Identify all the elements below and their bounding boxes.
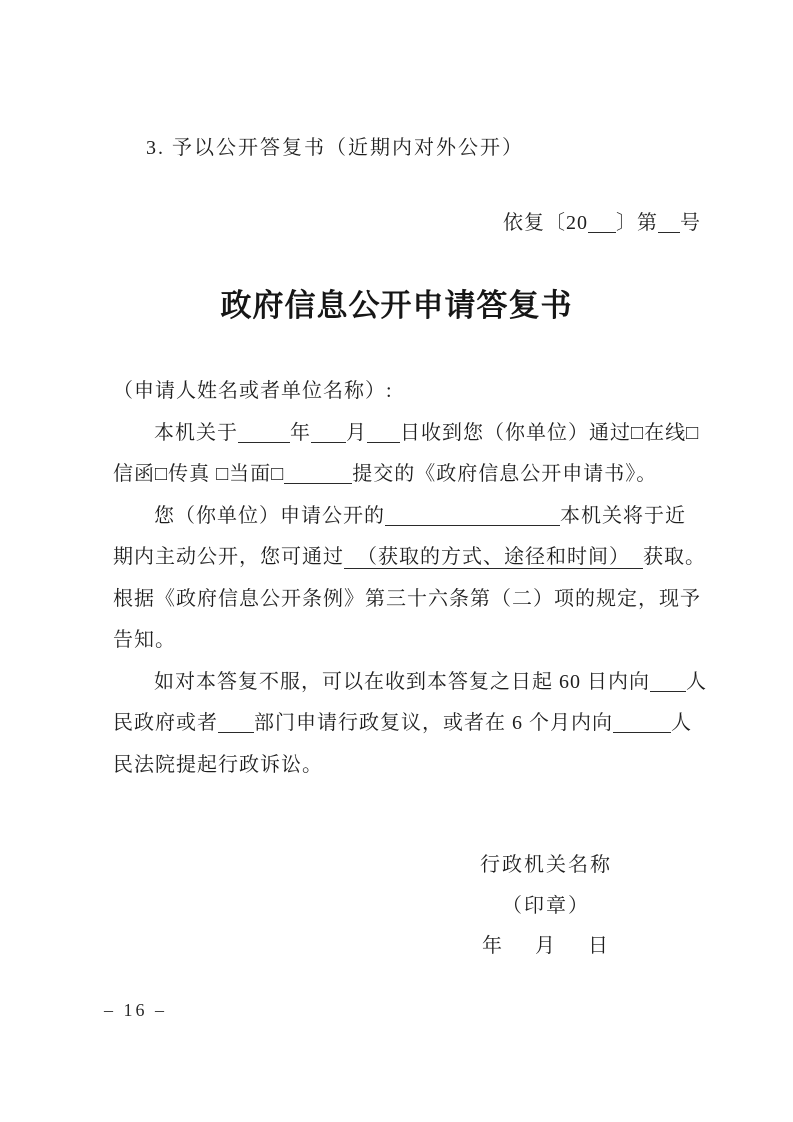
addressee-line: （申请人姓名或者单位名称）: <box>113 380 393 402</box>
remedy-line-3: 民法院提起行政诉讼。 <box>113 753 323 776</box>
requested-info-blank <box>385 505 560 526</box>
receipt-line-2 <box>113 454 719 496</box>
remedy-text-3: 民政府或者 <box>113 712 218 734</box>
org-name-line: 行政机关名称 <box>480 854 612 876</box>
ref-year-blank <box>588 212 616 233</box>
disclosure-text-3: 期内主动公开，您可通过 <box>113 546 344 568</box>
day-blank <box>367 422 400 443</box>
signature-block <box>428 845 664 967</box>
seal-note-line: （印章） <box>502 894 590 917</box>
disclosure-line-4: 告知。 <box>113 629 176 651</box>
receipt-text-1: 本机关于 <box>154 421 238 444</box>
page-number: – 16 – <box>104 1000 167 1020</box>
submit-method-blank <box>284 463 352 484</box>
receipt-text-4: 日收到您（你单位）通过□在线□ <box>400 421 700 444</box>
ref-number-suffix: 号 <box>680 212 701 234</box>
department-blank <box>218 712 254 733</box>
year-blank <box>238 422 290 443</box>
remedy-text-5: 人 <box>671 712 692 734</box>
receipt-text-5: 信函□传真 □当面□ <box>113 463 285 485</box>
date-line: 年 月 日 <box>482 935 610 957</box>
receipt-text-2: 年 <box>290 421 311 444</box>
ref-number <box>503 206 701 235</box>
disclosure-text-1: 您（你单位）申请公开的 <box>154 504 385 527</box>
receipt-text-3: 月 <box>346 421 367 444</box>
disclosure-line-3: 根据《政府信息公开条例》第三十六条第（二）项的规定，现予 <box>113 587 701 610</box>
section-heading: 3. 予以公开答复书（近期内对外公开） <box>146 137 524 159</box>
receipt-text-6: 提交的《政府信息公开申请书》。 <box>352 463 658 485</box>
disclosure-text-2: 本机关将于近 <box>560 504 686 527</box>
disclosure-text-4: 获取。 <box>643 546 706 568</box>
court-blank <box>613 712 671 733</box>
month-blank <box>311 422 346 443</box>
gov-level-blank <box>650 671 686 692</box>
document-title: 政府信息公开申请答复书 <box>220 288 573 323</box>
ref-number-prefix: 依复〔20 <box>503 212 588 234</box>
ref-serial-blank <box>658 212 680 233</box>
remedy-line-2 <box>113 703 719 745</box>
obtain-method-underlined: （获取的方式、途径和时间） <box>344 546 643 569</box>
remedy-text-1: 如对本答复不服，可以在收到本答复之日起 60 日内向 <box>154 670 650 693</box>
disclosure-line-2 <box>113 537 719 579</box>
remedy-line-1 <box>113 662 719 704</box>
document-body <box>113 371 719 786</box>
ref-number-middle: 〕第 <box>616 212 658 234</box>
remedy-text-2: 人 <box>686 670 707 693</box>
receipt-line-1 <box>113 413 719 455</box>
disclosure-line-1 <box>113 496 719 538</box>
remedy-text-4: 部门申请行政复议，或者在 6 个月内向 <box>254 712 613 734</box>
